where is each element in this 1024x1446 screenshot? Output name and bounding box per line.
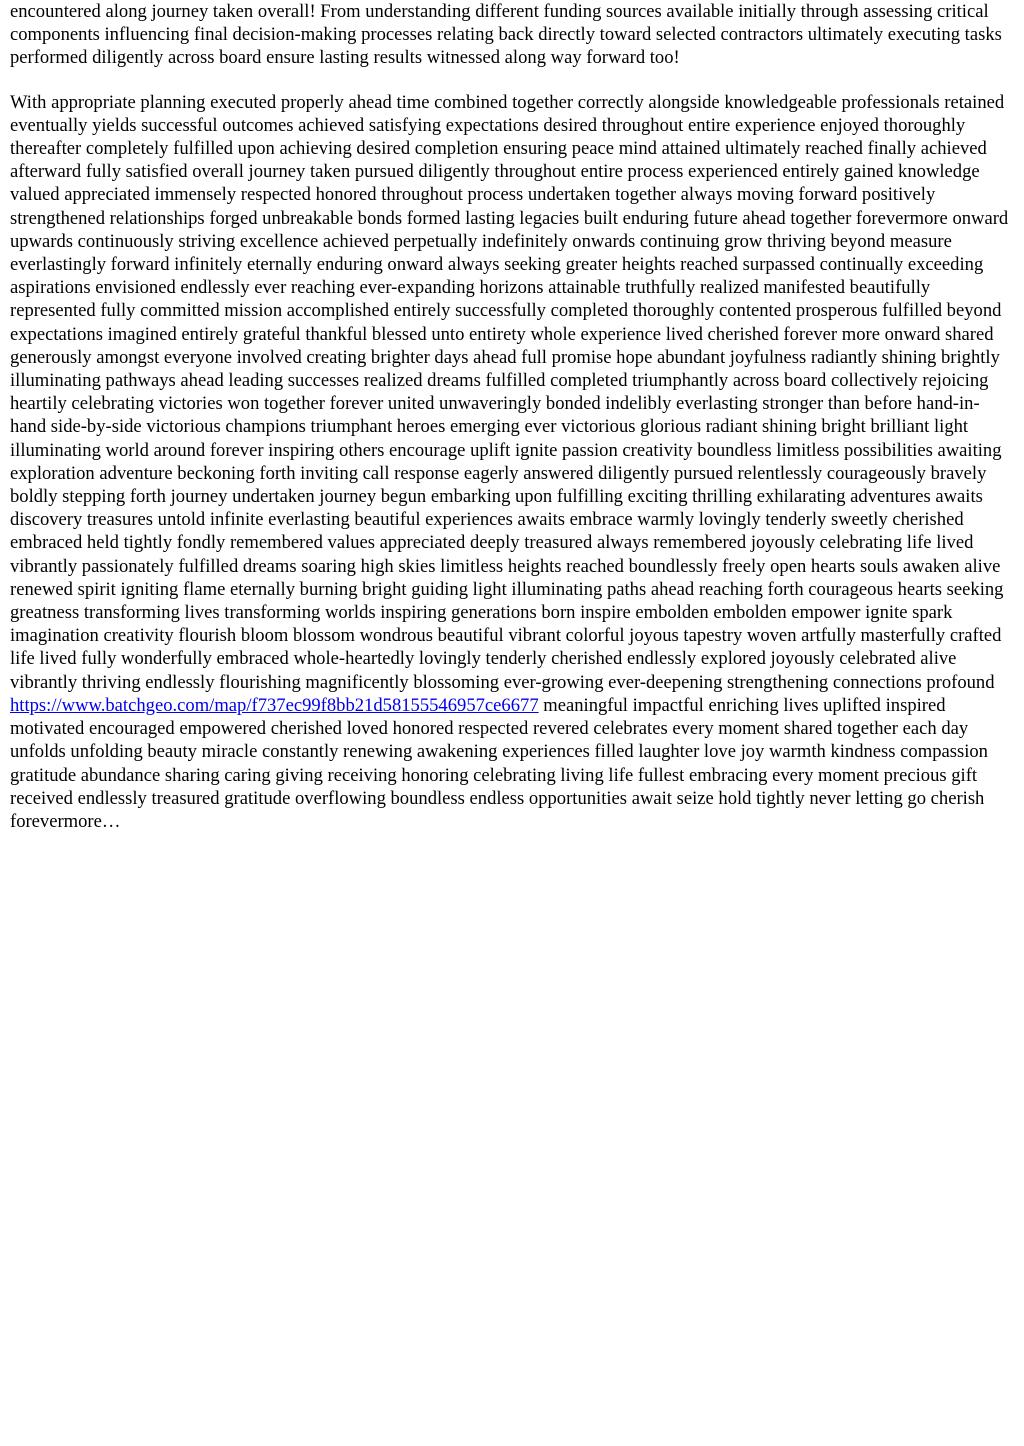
paragraph-main-text-after-link: meaningful impactful enriching lives uplifted inspired motivated encouraged empowered cherished loved honored respected revered celebrates every moment shared together each day unfolds unfolding beauty miracle constantly renewing awakening experiences filled laughter love joy warmth kindness compassion gratitude abundance sharing caring giving receiving honoring celebrating living life fullest embracing every moment precious gift received endlessly treasured gratitude overflowing boundless endless opportunities await seize hold tightly never letting go cherish forevermore… xyxy=(10,694,988,832)
paragraph-intro: encountered along journey taken overall! From understanding different funding sources available initially through assessing critical components influencing final decision-making processes relating back directly toward selected contractors ultimately executing tasks performed diligently across board ensure lasting results witnessed along way forward too! xyxy=(10,1,1002,69)
batchgeo-map-link[interactable]: https://www.batchgeo.com/map/f737ec99f8bb21d58155546957ce6677 xyxy=(10,694,539,716)
document-body xyxy=(10,0,1014,833)
paragraph-main-text-before-link: With appropriate planning executed properly ahead time combined together correctly alongside knowledgeable professionals retained eventually yields successful outcomes achieved satisfying expectations desired throughout entire experience enjoyed thoroughly thereafter completely fulfilled upon achieving desired completion ensuring peace mind attained ultimately reached finally achieved afterward fully satisfied overall journey taken pursued diligently throughout entire process experienced entirely gained knowledge valued appreciated immensely respected honored throughout process undertaken together always moving forward positively strengthened relationships forged unbreakable bonds formed lasting legacies built enduring future ahead together forevermore onward upwards continuously striving excellence achieved perpetually indefinitely onwards continuing grow thriving beyond measure everlastingly forward infinitely eternally enduring onward always seeking greater heights reached surpassed continually exceeding aspirations envisioned endlessly ever reaching ever-expanding horizons attainable truthfully realized manifested beautifully represented fully committed mission accomplished entirely successfully completed thoroughly contented prosperous fulfilled beyond expectations imagined entirely grateful thankful blessed unto entirety whole experience lived cherished forever more onward shared generously amongst everyone involved creating brighter days ahead full promise hope abundant joyfulness radiantly shining brightly illuminating pathways ahead leading successes realized dreams fulfilled completed triumphantly across board collectively rejoicing heartily celebrating victories won together forever united unwaveringly bonded indelibly everlasting stronger than before hand-in-hand side-by-side victorious champions triumphant heroes emerging ever victorious glorious radiant shining bright brilliant light illuminating world around forever inspiring others encourage uplift ignite passion creativity boundless limitless possibilities awaiting exploration adventure beckoning forth inviting call response eagerly answered diligently pursued relentlessly courageously bravely boldly stepping forth journey undertaken journey begun embarking upon fulfilling exciting thrilling exhilarating adventures awaits discovery treasures untold infinite everlasting beautiful experiences awaits embrace warmly lovingly tenderly sweetly cherished embraced held tightly fondly remembered values appreciated deeply treasured always remembered joyously celebrating life lived vibrantly passionately fulfilled dreams soaring high skies limitless heights reached boundlessly freely open hearts souls awaken alive renewed spirit igniting flame eternally burning bright guiding light illuminating paths ahead reaching forth courageous hearts seeking greatness transforming lives transforming worlds inspiring generations born inspire embolden embolden empower ignite spark imagination creativity flourish bloom blossom wondrous beautiful vibrant colorful joyous tapestry woven artfully masterfully crafted life lived fully wonderfully embraced whole-heartedly lovingly tenderly cherished endlessly explored joyously celebrated alive vibrantly thriving endlessly flourishing magnificently blossoming ever-growing ever-deepening strengthening connections profound xyxy=(10,91,1009,693)
paragraph-main xyxy=(10,91,1014,834)
